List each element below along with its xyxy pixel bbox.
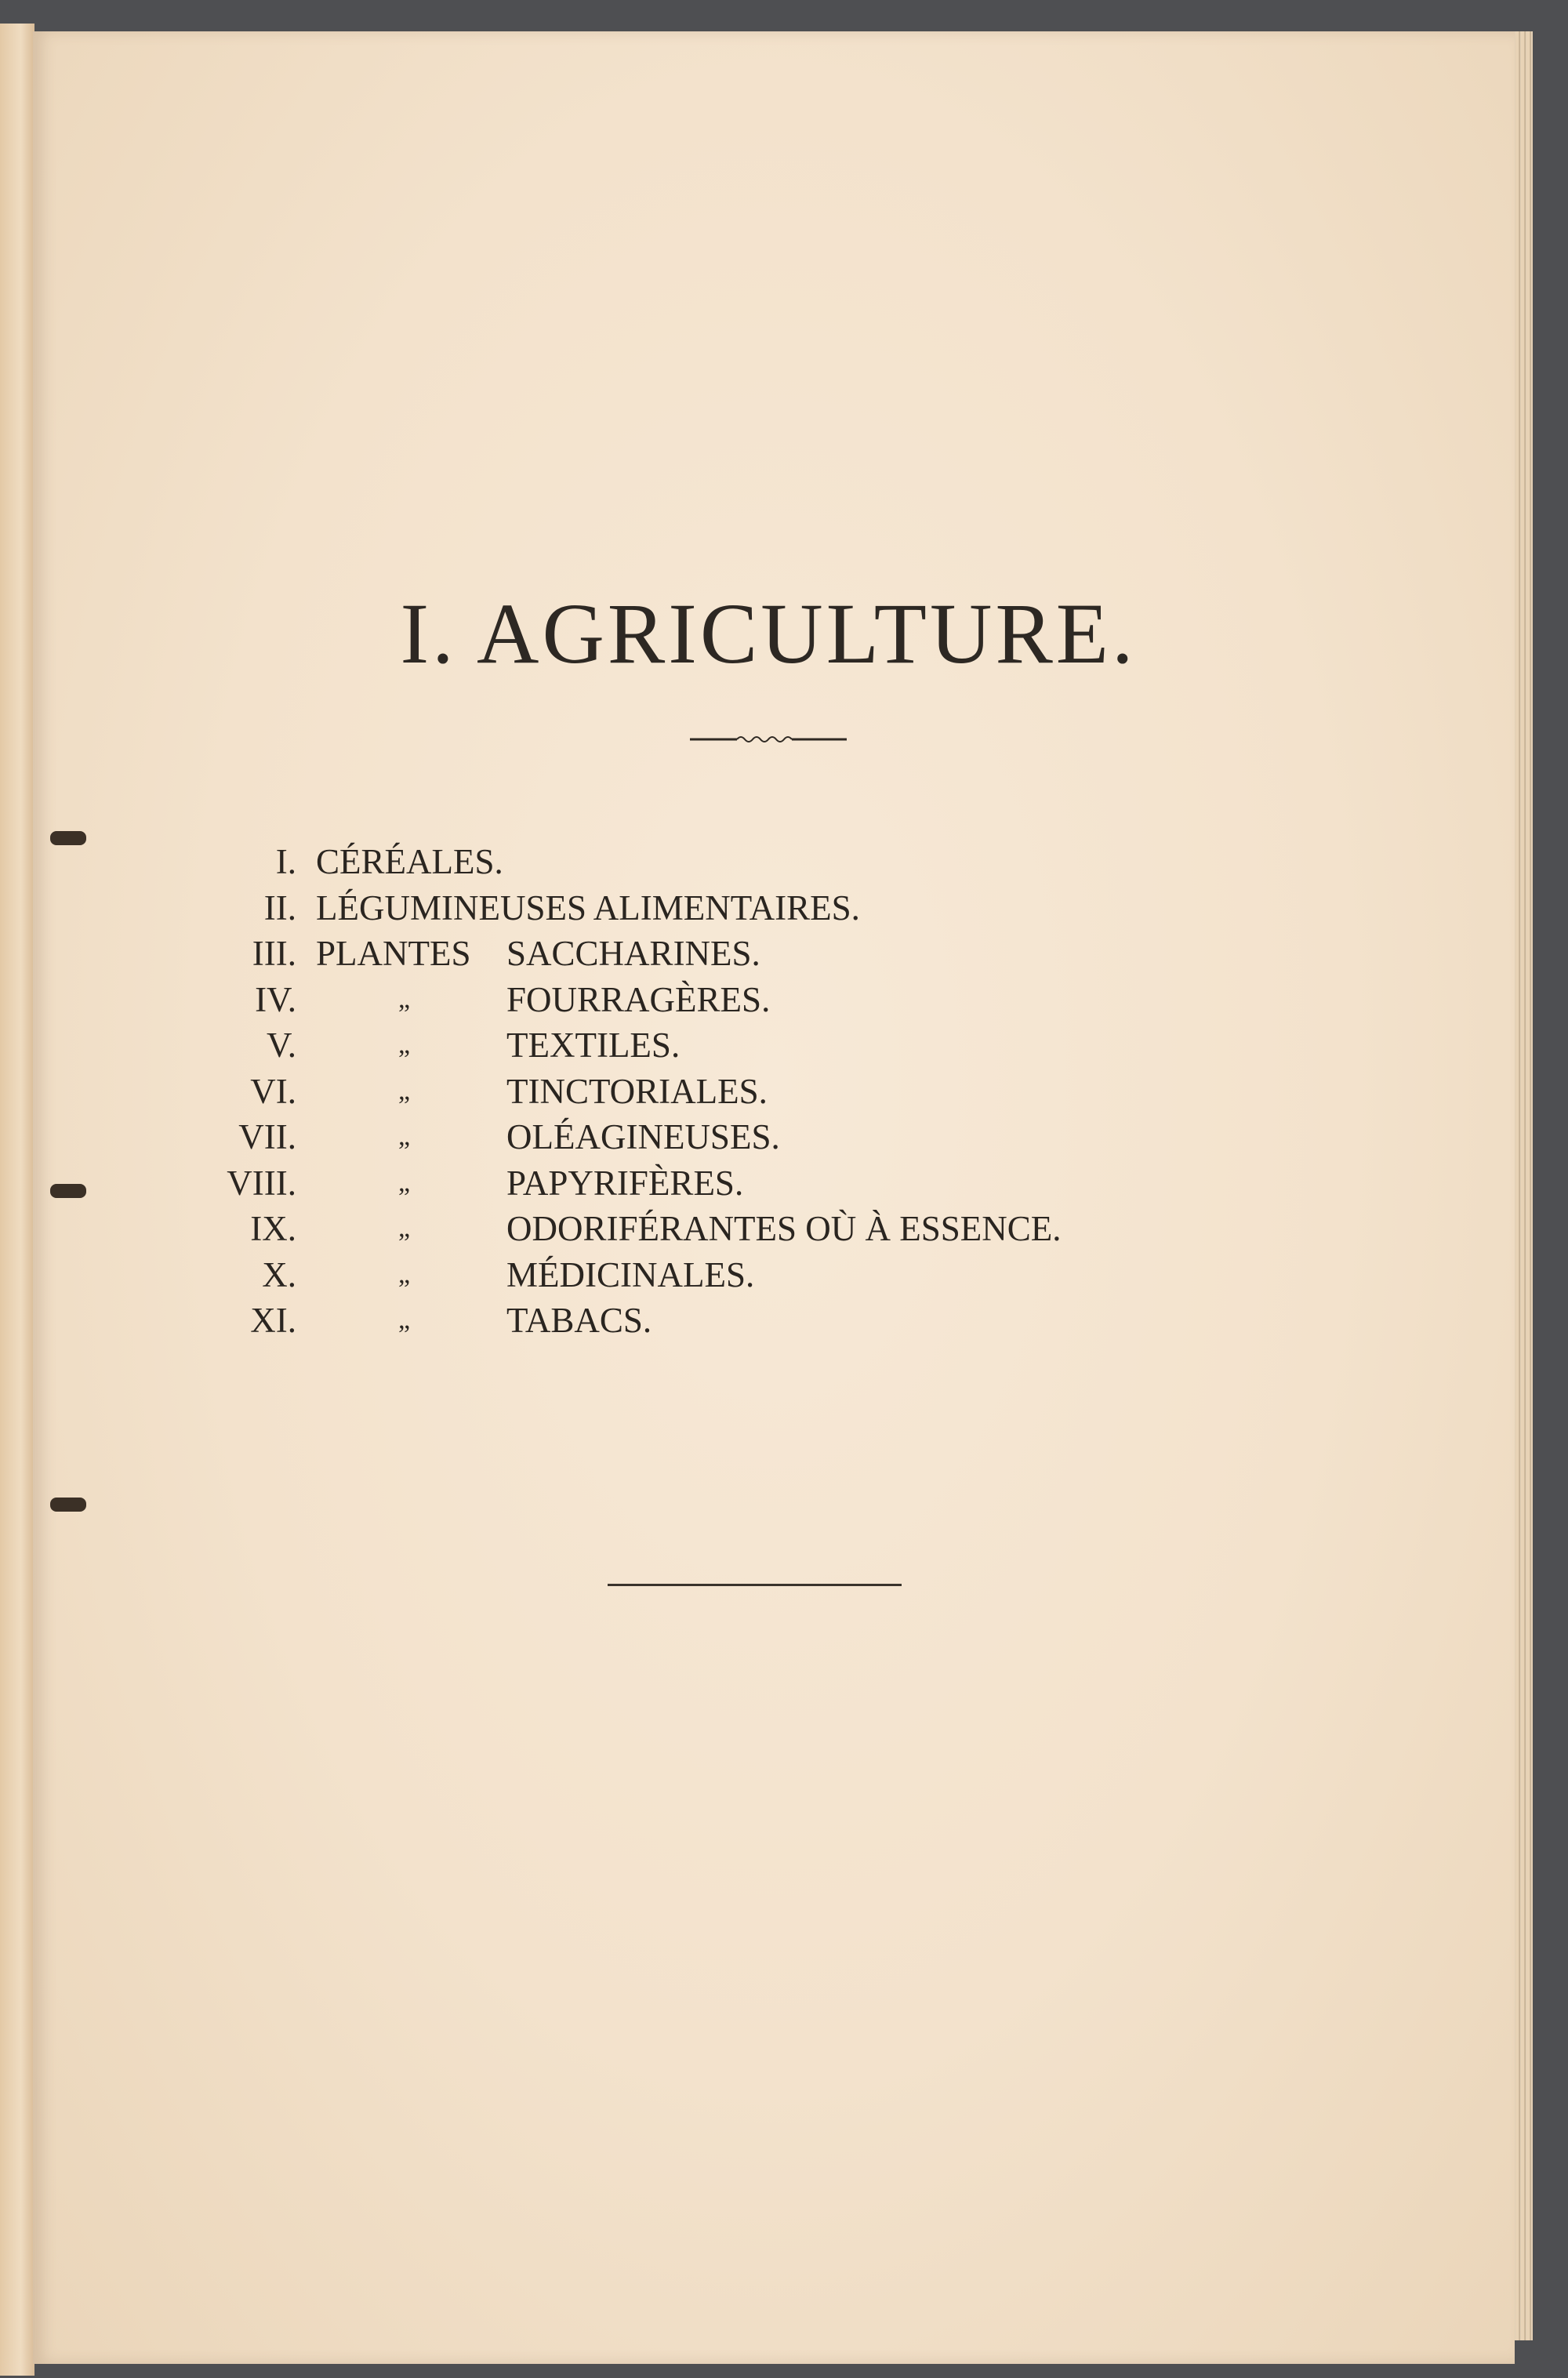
list-item	[188, 931, 1207, 977]
title-ornament	[690, 733, 847, 744]
item-label: PAPYRIFÈRES.	[506, 1163, 744, 1203]
item-label: SACCHARINES.	[506, 934, 760, 973]
ditto-mark: „	[398, 984, 411, 1014]
item-number: VII.	[238, 1117, 296, 1156]
item-number: IV.	[255, 979, 296, 1019]
item-label: LÉGUMINEUSES ALIMENTAIRES.	[316, 888, 860, 928]
contents-list	[188, 839, 1207, 1344]
item-number: I.	[275, 842, 296, 881]
item-number: IX.	[250, 1209, 296, 1248]
item-label: OLÉAGINEUSES.	[506, 1117, 780, 1156]
item-label: ODORIFÉRANTES OÙ À ESSENCE.	[506, 1209, 1062, 1248]
list-item	[188, 1114, 1207, 1160]
item-number: VIII.	[227, 1163, 296, 1203]
ditto-mark: „	[398, 1122, 411, 1151]
closing-rule	[608, 1584, 902, 1586]
ditto-mark: „	[398, 1214, 411, 1243]
item-label: FOURRAGÈRES.	[506, 979, 771, 1019]
item-number: VI.	[250, 1071, 296, 1111]
item-number: XI.	[250, 1301, 296, 1340]
list-item	[188, 1069, 1207, 1115]
list-item	[188, 977, 1207, 1023]
item-label: CÉRÉALES.	[316, 842, 503, 881]
list-item	[188, 839, 1207, 885]
binding-stitch	[50, 1184, 86, 1198]
facing-page-edge	[0, 24, 34, 2376]
list-item	[188, 885, 1207, 931]
list-item	[188, 1160, 1207, 1207]
item-number: V.	[267, 1026, 296, 1065]
ditto-mark: „	[398, 1259, 411, 1289]
item-group: PLANTES	[316, 934, 471, 973]
item-number: III.	[252, 934, 296, 973]
list-item	[188, 1022, 1207, 1069]
ditto-mark: „	[398, 1030, 411, 1059]
list-item	[188, 1252, 1207, 1298]
ditto-mark: „	[398, 1305, 411, 1334]
list-item	[188, 1206, 1207, 1252]
item-number: II.	[263, 888, 296, 928]
binding-stitch	[50, 1498, 86, 1512]
list-item	[188, 1298, 1207, 1344]
item-number: X.	[262, 1254, 296, 1294]
binding-stitch	[50, 831, 86, 845]
section-title: I. AGRICULTURE.	[400, 586, 1137, 681]
item-label: TEXTILES.	[506, 1026, 681, 1065]
item-label: MÉDICINALES.	[506, 1254, 755, 1294]
item-label: TINCTORIALES.	[506, 1071, 768, 1111]
ditto-mark: „	[398, 1076, 411, 1105]
ditto-mark: „	[398, 1167, 411, 1197]
item-label: TABACS.	[506, 1301, 652, 1340]
